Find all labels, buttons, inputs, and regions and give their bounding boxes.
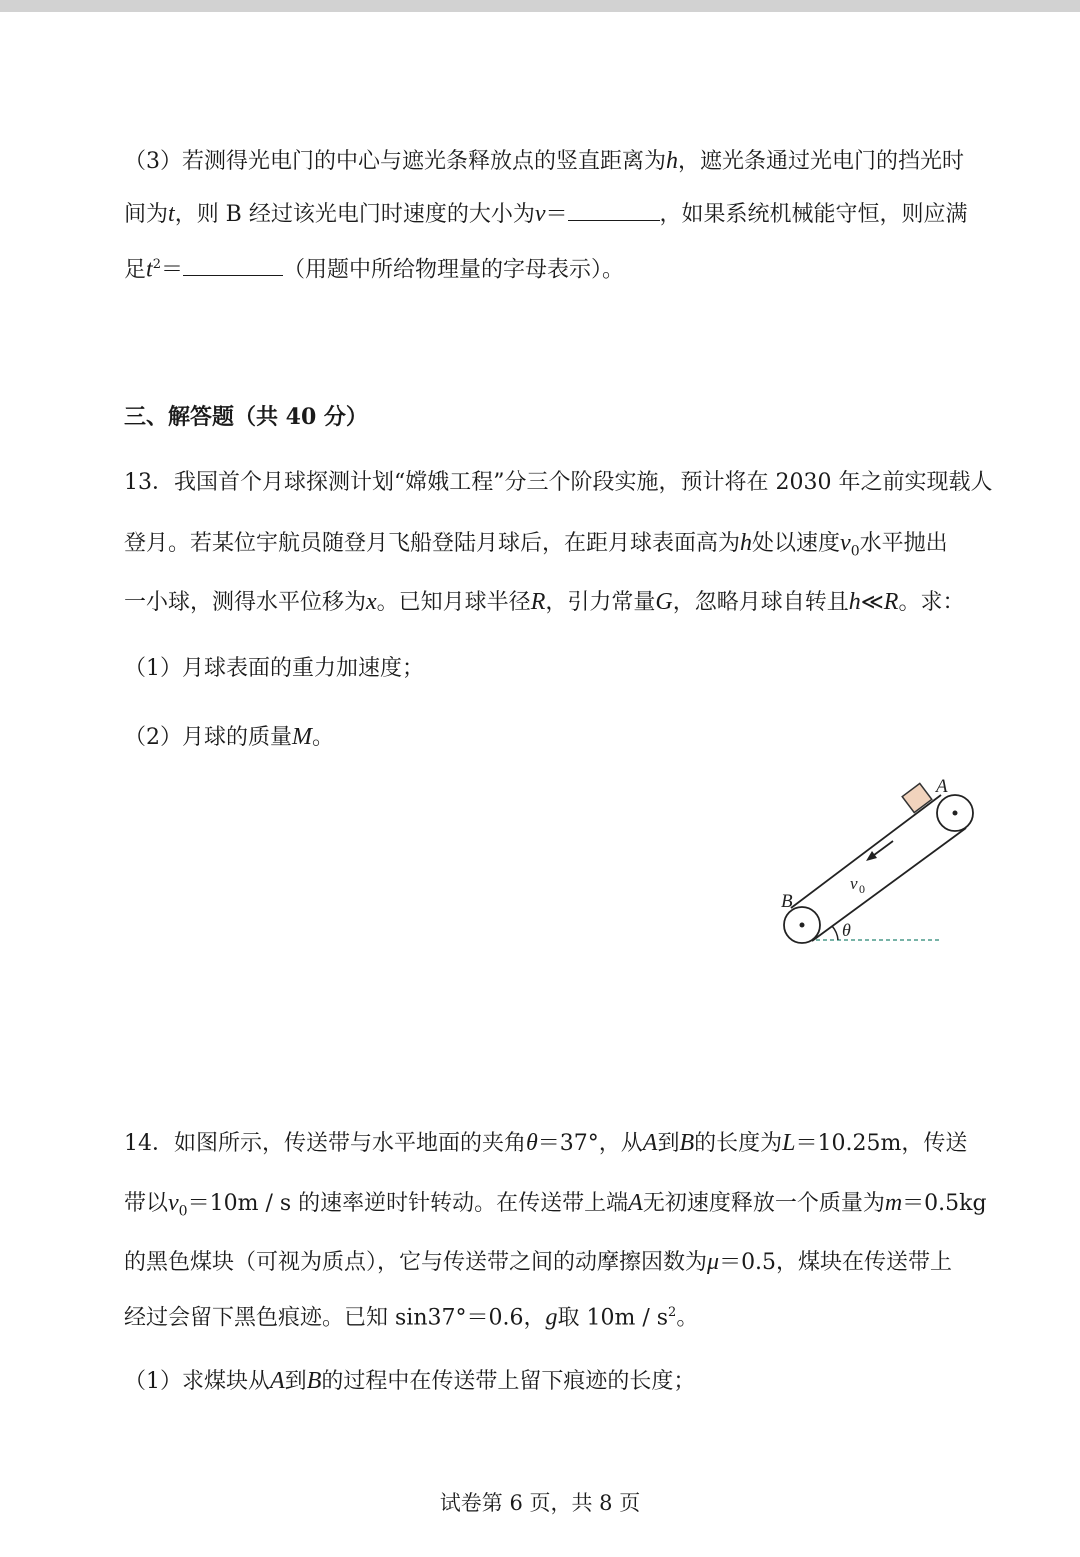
pulley-bottom-axle — [800, 923, 805, 928]
q13-line3: 一小球，测得水平位移为x。已知月球半径R，引力常量G，忽略月球自转且h≪R。求： — [124, 589, 965, 615]
belt-top-edge — [791, 795, 941, 908]
q13-part2: （2）月球的质量M。 — [124, 724, 335, 750]
pulley-top-axle — [953, 811, 958, 816]
page-footer: 试卷第 6 页，共 8 页 — [439, 1491, 641, 1515]
angle-arc — [832, 926, 838, 940]
q14-line4: 经过会留下黑色痕迹。已知 sin37°＝0.6，g取 $10m / s^2$。 — [124, 1304, 699, 1331]
q14-line1: 14．如图所示，传送带与水平地面的夹角θ＝37°，从A到B的长度为L＝10.25m，传送 — [124, 1130, 968, 1156]
block-a — [902, 783, 932, 812]
label-theta: θ — [842, 920, 851, 940]
answer-blank-t-squared[interactable] — [183, 253, 283, 276]
answer-blank-velocity[interactable] — [568, 198, 660, 221]
q13-line2: 登月。若某位宇航员随登月飞船登陆月球后，在距月球表面高为h处以速度$v_0$水平抛出 — [124, 530, 948, 560]
q12-part3-line3: 足$t^2=$ （用题中所给物理量的字母表示）。 — [124, 250, 624, 285]
label-b: B — [781, 891, 793, 912]
q14-part1: （1）求煤块从A到B的过程中在传送带上留下痕迹的长度； — [124, 1368, 696, 1394]
q14-line2: 带以$v_0=10m / s$ 的速率逆时针转动。在传送带上端A无初速度释放一个质量为m＝0.5kg — [124, 1190, 987, 1220]
velocity-arrow-head — [866, 851, 877, 861]
section-heading: 三、解答题（共 40 分） — [124, 404, 368, 430]
q13-line1: 13．我国首个月球探测计划“嫦娥工程”分三个阶段实施，预计将在 2030 年之前实现载人 — [124, 470, 993, 495]
label-v: v — [850, 874, 858, 893]
top-border — [0, 0, 1080, 12]
q12-part3-line2: 间为t，则 B 经过该光电门时速度的大小为v＝ ，如果系统机械能守恒，则应满 — [124, 198, 968, 230]
label-a: A — [936, 776, 948, 797]
q14-line3: 的黑色煤块（可视为质点），它与传送带之间的动摩擦因数为μ＝0.5，煤块在传送带上 — [124, 1249, 953, 1275]
q12-part3-line1: （3）若测得光电门的中心与遮光条释放点的竖直距离为h，遮光条通过光电门的挡光时 — [124, 148, 965, 174]
conveyor-belt-diagram — [770, 770, 990, 960]
label-v-subscript: 0 — [859, 882, 865, 896]
q13-part1: （1）月球表面的重力加速度； — [124, 656, 424, 681]
